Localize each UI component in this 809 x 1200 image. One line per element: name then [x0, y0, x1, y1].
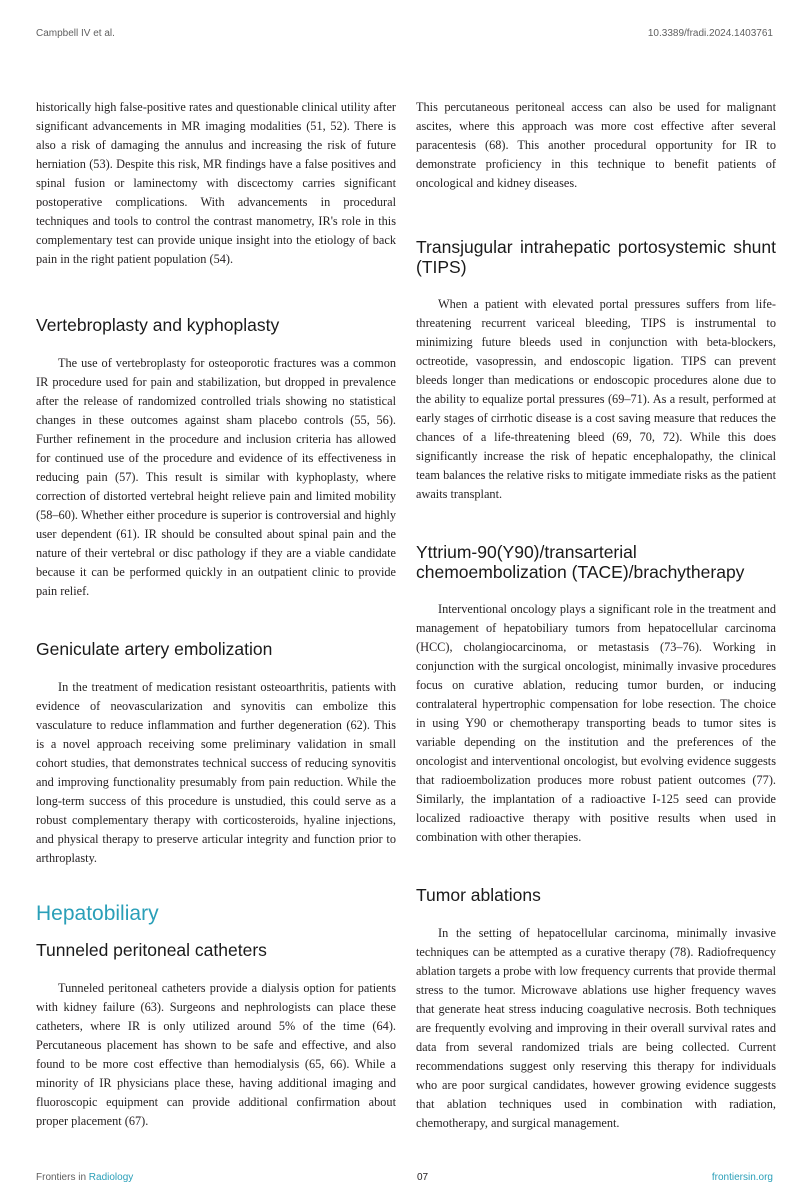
paragraph-y90-tace: Interventional oncology plays a significant role in the treatment and management of hepatobiliary tumors from hepatocellular carcinoma (HCC), cholangiocarcinoma, or metastasis (73–76). Working in conjunction with the surgical oncologist, minimally invasive procedures focus on curative ablation, reducing tumor burden, or inducing contralateral hypertrophic compensation for lobe resection. The choice in using Y90 or chemotherapy transporting beads to tumor sites is variable depending on the institution and the preferences of the oncologist and interventional oncologist, but evolving evidence suggests that radioembolization produces more robust patient outcomes (77). Similarly, the implantation of a radioactive I-125 seed can provide localized radioactive therapy with positive results when used in combination with other therapies. [416, 602, 776, 844]
paragraph-tumor-ablations: In the setting of hepatocellular carcinoma, minimally invasive techniques can be attempted as a curative therapy (78). Radiofrequency ablation targets a probe with low frequency currents that provide thermal stress to the tumor. Microwave ablations use higher frequency waves that generate heat stress inducing coagulative necrosis. Both techniques are frequently evolving and improving in their overall survival rates and data from several randomized trials are being collected. Current recommendations suggest only reserving this therapy for individuals who are poor surgical candidates, however growing evidence suggests that ablation techniques used in combination with radiation, chemotherapy, and surgical management. [416, 926, 776, 1130]
heading-vertebroplasty: Vertebroplasty and kyphoplasty [36, 315, 280, 335]
left-column [36, 98, 396, 1131]
paragraph-tunneled-catheters: Tunneled peritoneal catheters provide a dialysis option for patients with kidney failure (63). Surgeons and nephrologists can place these catheters, where IR is only utilized around 5% of the time (64). Percutaneous placement has shown to be safe and effective, and also found to be more cost effective than hemodialysis (65, 66). While a minority of IR physicians place these, having additional imaging and fluoroscopic equipment can provide additional confirmation about proper placement (67). [36, 981, 396, 1128]
footer-journal-prefix: Frontiers in [36, 1172, 87, 1183]
heading-geniculate: Geniculate artery embolization [36, 639, 273, 659]
header-doi: 10.3389/fradi.2024.1403761 [647, 28, 773, 39]
paragraph-tips: When a patient with elevated portal pressures suffers from life-threatening recurrent variceal bleeding, TIPS is instrumental to minimizing future bleeds used in conjunction with beta-blockers, octreotide, vasopressin, and endoscopic ligation. TIPS can prevent bleeds longer than medications or endoscopic procedures alone due to the ability to equalize portal pressures (69–71). As a result, performed at early stages of cirrhotic disease is a cost saving measure that reduces the chances of a life-threatening bleed (69, 70, 72). While this does significantly increase the risk of hepatic encephalopathy, the clinical team balances the relative risks to mitigate immediate risks as the patient awaits transplant. [416, 297, 776, 501]
page-number: 07 [417, 1172, 429, 1183]
right-column [416, 98, 776, 1133]
footer-site-link[interactable]: frontiersin.org [711, 1172, 773, 1183]
heading-tumor-ablations: Tumor ablations [416, 885, 541, 905]
header-authors: Campbell IV et al. [36, 28, 115, 39]
paragraph-geniculate: In the treatment of medication resistant osteoarthritis, patients with evidence of neovascularization and synovitis can embolize this vasculature to reduce inflammation and further degeneration (62). This is a novel approach receiving some preliminary validation in small cohort studies, that demonstrates technical success of reducing synovitis and improving functionality presumably from pain reduction. While the long-term success of this procedure is unstudied, this could serve as a robust complementary therapy with corticosteroids, hyaline injections, and physical therapy to preserve articular integrity and function prior to arthroplasty. [36, 680, 396, 865]
heading-tips: Transjugular intrahepatic portosystemic shunt (TIPS) [416, 237, 776, 277]
paragraph-discography: historically high false-positive rates and questionable clinical utility after significant advancements in MR imaging modalities (51, 52). There is also a risk of damaging the annulus and increasing the risk of future herniation (53). Despite this risk, MR findings have a false positives and spinal fusion or laminectomy with discectomy carries significant postoperative complications. With advancements in procedural techniques and tools to control the contrast manometry, IR's role in this complementary test can provide unique insight into the etiology of back pain in the right patient population (54). [36, 100, 396, 266]
footer-journal [36, 1172, 133, 1183]
heading-y90-tace: Yttrium-90(Y90)/transarterial chemoembolization (TACE)/brachytherapy [416, 542, 745, 582]
footer-journal-name: Radiology [88, 1172, 134, 1183]
running-footer [36, 1172, 773, 1183]
section-heading-hepatobiliary: Hepatobiliary [36, 902, 159, 925]
heading-tunneled-catheters: Tunneled peritoneal catheters [36, 940, 267, 960]
paragraph-peritoneal-access: This percutaneous peritoneal access can also be used for malignant ascites, where this approach was more cost effective after several paracentesis (68). This another procedural opportunity for IR to demonstrate proficiency in this technique to benefit patients of oncological and kidney diseases. [416, 100, 776, 190]
running-header [36, 28, 773, 39]
paragraph-vertebroplasty: The use of vertebroplasty for osteoporotic fractures was a common IR procedure used for pain and stabilization, but dropped in prevalence after the release of randomized controlled trials showing no statistical changes in these outcomes against sham placebo controls (55, 56). Further refinement in the procedure and inclusion criteria has allowed for continued use of the procedure and evidence of its effectiveness in reducing pain (57). This result is similar with kyphoplasty, where correction of distorted vertebral height relieve pain and limited mobility (58–60). Whether either procedure is superior is controversial and highly user dependent (61). IR should be consulted about spinal pain and the nature of their vertebral or disc pathology if they are a viable candidate because it can be performed quickly in an outpatient clinic to provide pain relief. [36, 356, 396, 598]
